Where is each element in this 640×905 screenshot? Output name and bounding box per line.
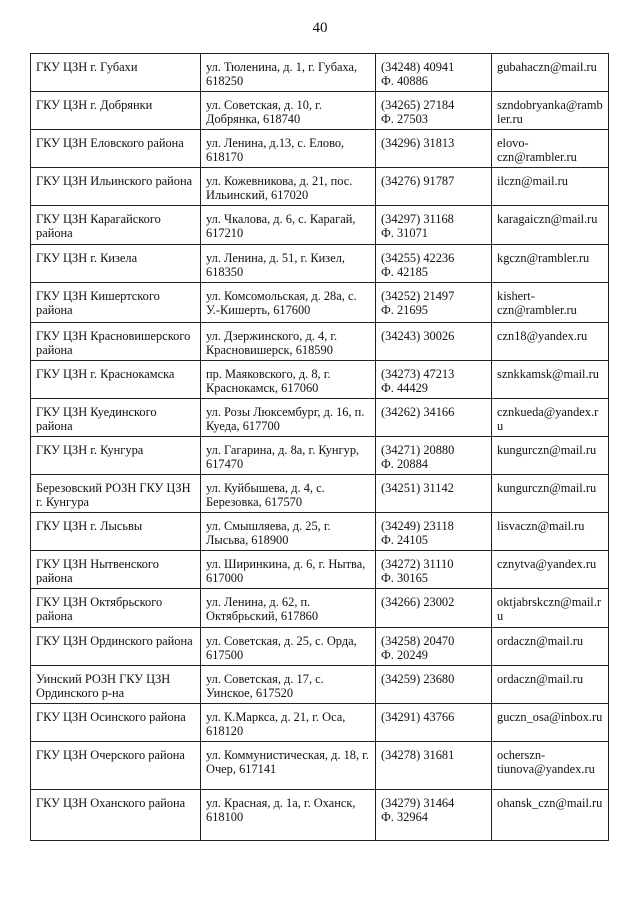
email-cell — [492, 628, 609, 666]
address-cell — [201, 399, 376, 437]
contacts-table — [30, 53, 609, 841]
office-name: ГКУ ЦЗН Красновишерского района — [36, 329, 191, 357]
address-text: ул. Чкалова, д. 6, с. Карагай, 617210 — [206, 212, 356, 240]
address-cell — [201, 245, 376, 283]
address-cell — [201, 130, 376, 168]
office-name: ГКУ ЦЗН г. Краснокамска — [36, 367, 175, 381]
email-address: kishert-czn@rambler.ru — [497, 289, 577, 317]
office-name: ГКУ ЦЗН г. Губахи — [36, 60, 138, 74]
office-name-cell — [31, 704, 201, 742]
fax-number: Ф. 40886 — [381, 74, 428, 88]
office-name: Березовский РОЗН ГКУ ЦЗН г. Кунгура — [36, 481, 191, 509]
fax-number: Ф. 20884 — [381, 457, 428, 471]
table-row — [31, 54, 609, 92]
table-row — [31, 168, 609, 206]
table-row — [31, 551, 609, 589]
office-name-cell — [31, 399, 201, 437]
phone-number: (34249) 23118 — [381, 519, 454, 533]
phone-cell — [376, 245, 492, 283]
address-text: ул. Гагарина, д. 8а, г. Кунгур, 617470 — [206, 443, 360, 471]
phone-number: (34258) 20470 — [381, 634, 455, 648]
email-cell — [492, 361, 609, 399]
address-cell — [201, 475, 376, 513]
address-text: ул. Куйбышева, д. 4, с. Березовка, 617570 — [206, 481, 325, 509]
email-cell — [492, 437, 609, 475]
fax-number: Ф. 20249 — [381, 648, 428, 662]
phone-cell — [376, 742, 492, 790]
phone-cell — [376, 437, 492, 475]
address-text: ул. Советская, д. 17, с. Уинское, 617520 — [206, 672, 324, 700]
phone-number: (34265) 27184 — [381, 98, 455, 112]
address-cell — [201, 790, 376, 841]
address-text: ул. Комсомольская, д. 28а, с. У.-Кишерть, 617600 — [206, 289, 357, 317]
email-cell — [492, 168, 609, 206]
office-name: ГКУ ЦЗН г. Кизела — [36, 251, 138, 265]
email-cell — [492, 130, 609, 168]
phone-cell — [376, 399, 492, 437]
phone-number: (34243) 30026 — [381, 329, 455, 343]
table-row — [31, 92, 609, 130]
email-cell — [492, 742, 609, 790]
address-text: ул. Красная, д. 1а, г. Оханск, 618100 — [206, 796, 356, 824]
office-name: ГКУ ЦЗН г. Добрянки — [36, 98, 153, 112]
office-name-cell — [31, 437, 201, 475]
table-row — [31, 704, 609, 742]
fax-number: Ф. 24105 — [381, 533, 428, 547]
email-address: sznkkamsk@mail.ru — [497, 367, 599, 381]
email-cell — [492, 475, 609, 513]
office-name-cell — [31, 54, 201, 92]
phone-number: (34276) 91787 — [381, 174, 455, 188]
table-row — [31, 130, 609, 168]
phone-cell — [376, 790, 492, 841]
phone-number: (34297) 31168 — [381, 212, 454, 226]
email-address: szndobryanka@rambler.ru — [497, 98, 603, 126]
phone-number: (34291) 43766 — [381, 710, 455, 724]
office-name: ГКУ ЦЗН Карагайского района — [36, 212, 161, 240]
email-cell — [492, 54, 609, 92]
phone-cell — [376, 704, 492, 742]
phone-cell — [376, 551, 492, 589]
office-name: ГКУ ЦЗН Осинского района — [36, 710, 186, 724]
address-cell — [201, 283, 376, 323]
table-row — [31, 628, 609, 666]
email-address: karagaiczn@mail.ru — [497, 212, 598, 226]
office-name: ГКУ ЦЗН г. Кунгура — [36, 443, 144, 457]
office-name-cell — [31, 245, 201, 283]
contacts-table-body — [31, 54, 609, 841]
phone-cell — [376, 628, 492, 666]
office-name-cell — [31, 790, 201, 841]
address-text: ул. К.Маркса, д. 21, г. Оса, 618120 — [206, 710, 346, 738]
phone-cell — [376, 475, 492, 513]
office-name-cell — [31, 130, 201, 168]
email-address: cznkueda@yandex.ru — [497, 405, 599, 433]
phone-number: (34259) 23680 — [381, 672, 455, 686]
fax-number: Ф. 21695 — [381, 303, 428, 317]
office-name-cell — [31, 666, 201, 704]
email-cell — [492, 704, 609, 742]
phone-cell — [376, 666, 492, 704]
office-name: Уинский РОЗН ГКУ ЦЗН Ординского р-на — [36, 672, 171, 700]
phone-cell — [376, 589, 492, 628]
address-cell — [201, 742, 376, 790]
email-address: gubahaczn@mail.ru — [497, 60, 597, 74]
email-cell — [492, 513, 609, 551]
phone-number: (34251) 31142 — [381, 481, 454, 495]
email-address: ordaczn@mail.ru — [497, 672, 584, 686]
office-name: ГКУ ЦЗН Ильинского района — [36, 174, 193, 188]
office-name-cell — [31, 168, 201, 206]
office-name: ГКУ ЦЗН Ординского района — [36, 634, 193, 648]
phone-number: (34273) 47213 — [381, 367, 455, 381]
email-address: ocherszn-tiunova@yandex.ru — [497, 748, 595, 776]
office-name-cell — [31, 475, 201, 513]
table-row — [31, 361, 609, 399]
address-text: ул. Коммунистическая, д. 18, г. Очер, 617141 — [206, 748, 369, 776]
office-name-cell — [31, 628, 201, 666]
address-cell — [201, 551, 376, 589]
email-cell — [492, 666, 609, 704]
address-text: ул. Кожевникова, д. 21, пос. Ильинский, 617020 — [206, 174, 353, 202]
office-name-cell — [31, 283, 201, 323]
table-row — [31, 513, 609, 551]
address-text: ул. Ширинкина, д. 6, г. Нытва, 617000 — [206, 557, 366, 585]
email-cell — [492, 206, 609, 245]
address-text: ул. Советская, д. 10, г. Добрянка, 618740 — [206, 98, 322, 126]
table-row — [31, 666, 609, 704]
office-name-cell — [31, 589, 201, 628]
address-text: пр. Маяковского, д. 8, г. Краснокамск, 617060 — [206, 367, 331, 395]
address-text: ул. Ленина, д. 62, п. Октябрьский, 617860 — [206, 595, 319, 623]
office-name: ГКУ ЦЗН г. Лысьвы — [36, 519, 143, 533]
address-cell — [201, 54, 376, 92]
phone-cell — [376, 361, 492, 399]
phone-cell — [376, 168, 492, 206]
email-cell — [492, 589, 609, 628]
address-cell — [201, 92, 376, 130]
fax-number: Ф. 27503 — [381, 112, 428, 126]
office-name: ГКУ ЦЗН Очерского района — [36, 748, 185, 762]
address-text: ул. Тюленина, д. 1, г. Губаха, 618250 — [206, 60, 358, 88]
table-row — [31, 790, 609, 841]
email-address: lisvaczn@mail.ru — [497, 519, 585, 533]
address-text: ул. Розы Люксембург, д. 16, п. Куеда, 617700 — [206, 405, 365, 433]
phone-cell — [376, 513, 492, 551]
phone-cell — [376, 283, 492, 323]
address-text: ул. Смышляева, д. 25, г. Лысьва, 618900 — [206, 519, 331, 547]
phone-number: (34248) 40941 — [381, 60, 455, 74]
office-name-cell — [31, 92, 201, 130]
address-cell — [201, 361, 376, 399]
office-name: ГКУ ЦЗН Нытвенского района — [36, 557, 159, 585]
office-name-cell — [31, 742, 201, 790]
email-address: cznytva@yandex.ru — [497, 557, 597, 571]
office-name-cell — [31, 513, 201, 551]
fax-number: Ф. 30165 — [381, 571, 428, 585]
address-cell — [201, 323, 376, 361]
table-row — [31, 206, 609, 245]
phone-number: (34262) 34166 — [381, 405, 455, 419]
fax-number: Ф. 42185 — [381, 265, 428, 279]
address-text: ул. Ленина, д. 51, г. Кизел, 618350 — [206, 251, 345, 279]
phone-cell — [376, 54, 492, 92]
email-address: kungurczn@mail.ru — [497, 481, 597, 495]
phone-number: (34266) 23002 — [381, 595, 455, 609]
email-cell — [492, 551, 609, 589]
office-name: ГКУ ЦЗН Оханского района — [36, 796, 186, 810]
phone-number: (34278) 31681 — [381, 748, 455, 762]
office-name-cell — [31, 551, 201, 589]
table-row — [31, 437, 609, 475]
office-name: ГКУ ЦЗН Куединского района — [36, 405, 157, 433]
phone-number: (34296) 31813 — [381, 136, 455, 150]
email-address: oktjabrskczn@mail.ru — [497, 595, 601, 623]
office-name: ГКУ ЦЗН Еловского района — [36, 136, 184, 150]
office-name-cell — [31, 323, 201, 361]
address-cell — [201, 513, 376, 551]
email-address: ilczn@mail.ru — [497, 174, 568, 188]
email-address: guczn_osa@inbox.ru — [497, 710, 603, 724]
email-cell — [492, 790, 609, 841]
phone-cell — [376, 323, 492, 361]
table-row — [31, 742, 609, 790]
address-cell — [201, 168, 376, 206]
fax-number: Ф. 31071 — [381, 226, 428, 240]
phone-number: (34255) 42236 — [381, 251, 455, 265]
address-cell — [201, 437, 376, 475]
phone-number: (34272) 31110 — [381, 557, 454, 571]
phone-cell — [376, 92, 492, 130]
email-cell — [492, 283, 609, 323]
address-cell — [201, 206, 376, 245]
email-address: elovo-czn@rambler.ru — [497, 136, 577, 164]
email-cell — [492, 245, 609, 283]
office-name-cell — [31, 361, 201, 399]
fax-number: Ф. 32964 — [381, 810, 428, 824]
fax-number: Ф. 44429 — [381, 381, 428, 395]
phone-number: (34252) 21497 — [381, 289, 455, 303]
office-name: ГКУ ЦЗН Кишертского района — [36, 289, 160, 317]
email-address: ohansk_czn@mail.ru — [497, 796, 603, 810]
office-name: ГКУ ЦЗН Октябрьского района — [36, 595, 163, 623]
phone-cell — [376, 130, 492, 168]
email-address: kgczn@rambler.ru — [497, 251, 590, 265]
email-address: ordaczn@mail.ru — [497, 634, 584, 648]
address-cell — [201, 666, 376, 704]
table-row — [31, 589, 609, 628]
email-address: czn18@yandex.ru — [497, 329, 588, 343]
table-row — [31, 475, 609, 513]
address-cell — [201, 589, 376, 628]
table-row — [31, 283, 609, 323]
email-cell — [492, 323, 609, 361]
address-text: ул. Ленина, д.13, с. Елово, 618170 — [206, 136, 345, 164]
table-row — [31, 399, 609, 437]
phone-number: (34271) 20880 — [381, 443, 455, 457]
address-text: ул. Советская, д. 25, с. Орда, 617500 — [206, 634, 357, 662]
address-cell — [201, 704, 376, 742]
email-cell — [492, 399, 609, 437]
page-number: 40 — [312, 20, 328, 36]
address-cell — [201, 628, 376, 666]
phone-number: (34279) 31464 — [381, 796, 455, 810]
office-name-cell — [31, 206, 201, 245]
address-text: ул. Дзержинского, д. 4, г. Красновишерск, 618590 — [206, 329, 338, 357]
table-row — [31, 245, 609, 283]
phone-cell — [376, 206, 492, 245]
email-cell — [492, 92, 609, 130]
table-row — [31, 323, 609, 361]
email-address: kungurczn@mail.ru — [497, 443, 597, 457]
